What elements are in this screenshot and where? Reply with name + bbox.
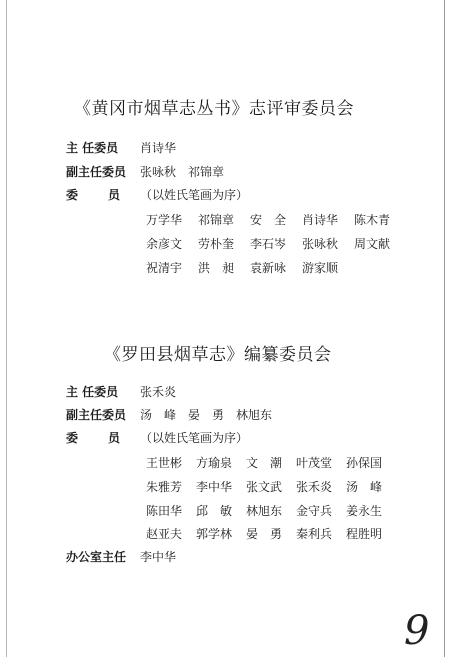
member-name: 李中华 [196, 480, 233, 494]
section2-members-line [146, 525, 396, 542]
section1-members-label-a: 委 [66, 188, 79, 202]
member-name: 余彦文 [146, 237, 183, 251]
member-name: 劳朴奎 [198, 237, 235, 251]
section1-director-label: 主 任委员 [66, 141, 119, 155]
section2-director-names: 张禾炎 [140, 385, 177, 399]
member-name: 文 潮 [246, 456, 283, 470]
page-number: 9 [404, 608, 430, 654]
section2-office-label: 办公室主任 [66, 550, 127, 564]
member-name: 朱雅芳 [146, 480, 183, 494]
section2-members-label [66, 430, 120, 446]
member-name: 游家顺 [302, 261, 339, 275]
page-right-edge [444, 0, 445, 657]
section2-deputy-label: 副主任委员 [66, 408, 127, 422]
member-name: 洪 昶 [198, 261, 235, 275]
member-name: 祝清宇 [146, 261, 183, 275]
section1-members-label [66, 187, 120, 203]
member-name: 肖诗华 [302, 213, 339, 227]
member-name: 孙保国 [346, 456, 383, 470]
section1-members-line [146, 259, 354, 276]
section1-members-line [146, 211, 406, 228]
section2-office-names: 李中华 [140, 550, 177, 564]
section2-members-line [146, 502, 396, 519]
section2-director-label: 主 任委员 [66, 385, 119, 399]
member-name: 邱 敏 [196, 504, 233, 518]
section1-members-line [146, 235, 406, 252]
member-name: 李石岑 [250, 237, 287, 251]
section2-members-line [146, 454, 396, 471]
member-name: 张文武 [246, 480, 283, 494]
section2-members-note: （以姓氏笔画为序） [140, 431, 249, 445]
section2-deputy-names: 汤 峰 晏 勇 林旭东 [140, 408, 273, 422]
member-name: 林旭东 [246, 504, 283, 518]
section1-director-names: 肖诗华 [140, 141, 177, 155]
section1-deputy-label: 副主任委员 [66, 165, 127, 179]
page-left-edge [6, 0, 7, 657]
member-name: 王世彬 [146, 456, 183, 470]
member-name: 叶茂堂 [296, 456, 333, 470]
section2-title: 《罗田县烟草志》编纂委员会 [104, 345, 332, 365]
member-name: 郭学林 [196, 527, 233, 541]
member-name: 金守兵 [296, 504, 333, 518]
member-name: 袁新咏 [250, 261, 287, 275]
section1-members-note: （以姓氏笔画为序） [140, 188, 249, 202]
section2-members-line [146, 478, 396, 495]
member-name: 周文献 [354, 237, 391, 251]
section2-members-label-a: 委 [66, 431, 79, 445]
member-name: 秦利兵 [296, 527, 333, 541]
member-name: 程胜明 [346, 527, 383, 541]
section1-members-label-b: 员 [107, 188, 120, 202]
member-name: 姜永生 [346, 504, 383, 518]
member-name: 赵亚夫 [146, 527, 183, 541]
member-name: 祁锦章 [198, 213, 235, 227]
section2-members-label-b: 员 [107, 431, 120, 445]
member-name: 陈木青 [354, 213, 391, 227]
member-name: 晏 勇 [246, 527, 283, 541]
member-name: 方瑜泉 [196, 456, 233, 470]
member-name: 张咏秋 [302, 237, 339, 251]
member-name: 陈田华 [146, 504, 183, 518]
member-name: 汤 峰 [346, 480, 383, 494]
member-name: 张禾炎 [296, 480, 333, 494]
member-name: 安 全 [250, 213, 287, 227]
section1-title: 《黄冈市烟草志丛书》志评审委员会 [74, 99, 354, 119]
section1-deputy-names: 张咏秋 祁锦章 [140, 165, 225, 179]
member-name: 万学华 [146, 213, 183, 227]
